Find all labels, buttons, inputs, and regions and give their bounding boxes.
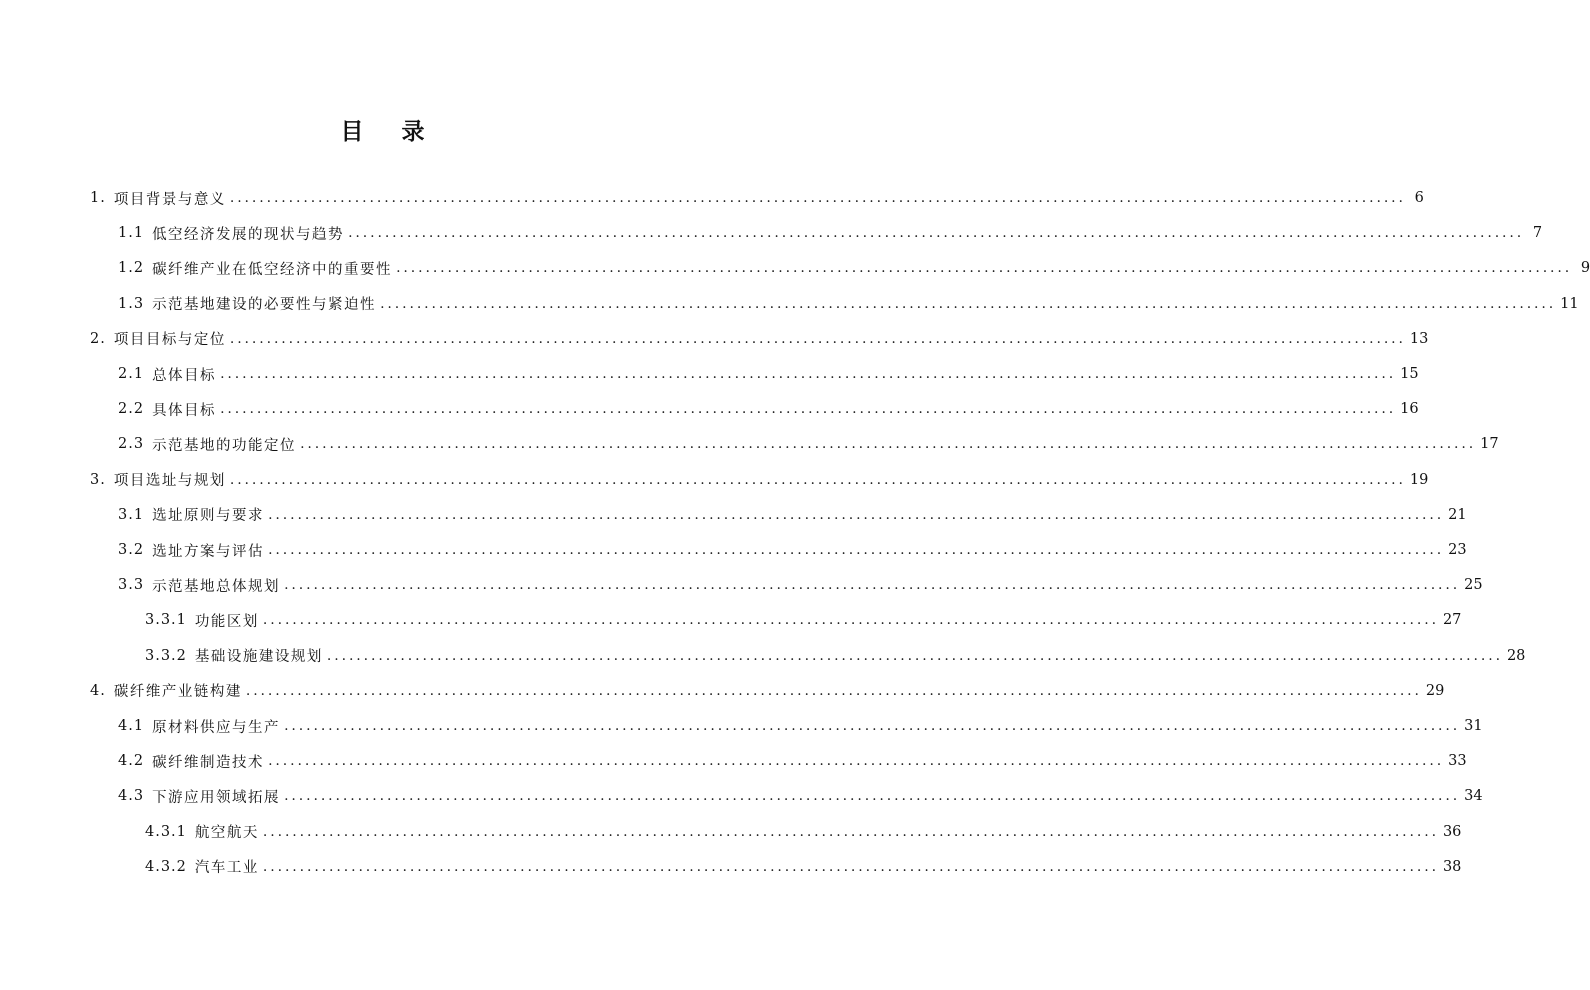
- toc-entry-title: 具体目标: [152, 402, 217, 419]
- toc-entry-title: 总体目标: [152, 367, 217, 384]
- toc-leader-dots: ................................................................................................................................................................: [245, 682, 1422, 699]
- toc-leader-dots: ................................................................................................................................................................: [220, 401, 1397, 418]
- toc-leader-dots: ................................................................................................................................................................: [229, 471, 1406, 488]
- toc-entry-number: 4.3: [118, 788, 145, 805]
- toc-entry[interactable]: [118, 257, 1590, 279]
- toc-leader-dots: ................................................................................................................................................................: [268, 753, 1445, 770]
- toc-leader-dots: ................................................................................................................................................................: [284, 788, 1461, 805]
- toc-entry-page: 29: [1425, 682, 1445, 699]
- toc-entry-page: 11: [1560, 295, 1579, 312]
- toc-leader-dots: ................................................................................................................................................................: [326, 647, 1503, 664]
- toc-entry-title: 基础设施建设规划: [194, 649, 323, 666]
- toc-entry[interactable]: [118, 715, 1483, 737]
- toc-entry-number: 4.2: [118, 753, 145, 770]
- toc-entry-page: 38: [1442, 858, 1462, 875]
- toc-entry[interactable]: [118, 363, 1419, 385]
- toc-entry-title: 项目背景与意义: [113, 191, 226, 208]
- toc-entry[interactable]: [118, 504, 1467, 526]
- toc-entry[interactable]: [90, 187, 1424, 209]
- toc-entry-number: 4.3.1: [145, 823, 187, 840]
- toc-entry-page: 6: [1414, 190, 1424, 206]
- toc-entry[interactable]: [145, 609, 1462, 631]
- toc-entry-title: 航空航天: [194, 825, 259, 842]
- toc-entry-number: 3.1: [118, 506, 145, 523]
- toc-entry-number: 4.1: [118, 718, 145, 734]
- toc-entry-page: 19: [1409, 471, 1429, 488]
- toc-leader-dots: ................................................................................................................................................................: [348, 225, 1525, 242]
- toc-entry-title: 选址原则与要求: [152, 508, 265, 525]
- toc-entry[interactable]: [118, 750, 1467, 772]
- toc-entry[interactable]: [90, 328, 1429, 350]
- toc-entry[interactable]: [118, 785, 1483, 807]
- toc-entry-number: 1.2: [118, 260, 145, 277]
- toc-entry-number: 1.3: [118, 295, 145, 312]
- toc-title-char-1: 目: [340, 119, 364, 145]
- toc-entry[interactable]: [145, 821, 1462, 843]
- toc-entry-number: 2.3: [118, 436, 145, 453]
- toc-leader-dots: ................................................................................................................................................................: [262, 858, 1439, 875]
- toc-leader-dots: ................................................................................................................................................................: [380, 295, 1557, 312]
- toc-entry-number: 2.: [90, 330, 106, 347]
- toc-entry-page: 13: [1409, 330, 1429, 347]
- toc-leader-dots: ................................................................................................................................................................: [268, 506, 1445, 523]
- toc-entry-title: 示范基地总体规划: [152, 578, 281, 595]
- toc-entry-page: 31: [1464, 718, 1483, 734]
- toc-entry-page: 33: [1448, 753, 1467, 770]
- toc-entry[interactable]: [118, 222, 1543, 244]
- toc-entry-title: 项目选址与规划: [113, 473, 226, 490]
- toc-entry-number: 1.: [90, 190, 106, 206]
- toc-entry-title: 示范基地的功能定位: [152, 437, 297, 454]
- toc-entry-page: 36: [1442, 823, 1462, 840]
- toc-entry-number: 1.1: [118, 225, 145, 242]
- toc-leader-dots: ................................................................................................................................................................: [229, 190, 1406, 206]
- toc-entry-number: 4.3.2: [145, 858, 187, 875]
- toc-entry-page: 34: [1464, 788, 1483, 805]
- toc-entry-title: 碳纤维产业链构建: [113, 684, 242, 701]
- toc-entry[interactable]: [90, 469, 1429, 491]
- toc-entry-number: 2.2: [118, 401, 145, 418]
- toc-entry-number: 3.3: [118, 577, 145, 594]
- toc-title-char-2: 录: [401, 119, 425, 145]
- toc-entry-number: 2.1: [118, 366, 145, 382]
- toc-entry-number: 3.2: [118, 542, 145, 558]
- toc-entry-number: 4.: [90, 682, 106, 699]
- toc-entry-title: 碳纤维制造技术: [152, 754, 265, 771]
- toc-entry-page: 28: [1506, 647, 1526, 664]
- toc-entry-title: 选址方案与评估: [152, 543, 265, 560]
- toc-entry[interactable]: [118, 293, 1579, 315]
- toc-leader-dots: ................................................................................................................................................................: [284, 718, 1461, 734]
- toc-entry-page: 7: [1532, 225, 1543, 242]
- toc-entry[interactable]: [118, 539, 1467, 561]
- toc-entry-number: 3.3.2: [145, 647, 187, 664]
- toc-entry-title: 示范基地建设的必要性与紧迫性: [152, 297, 377, 314]
- toc-entry-page: 17: [1480, 436, 1499, 453]
- toc-entry-title: 功能区划: [194, 613, 259, 630]
- toc-entry-number: 3.3.1: [145, 612, 187, 629]
- toc-entry-page: 27: [1442, 612, 1462, 629]
- toc-leader-dots: ................................................................................................................................................................: [262, 823, 1439, 840]
- toc-leader-dots: ................................................................................................................................................................: [268, 542, 1445, 558]
- toc-entry-title: 下游应用领域拓展: [152, 789, 281, 806]
- toc-leader-dots: ................................................................................................................................................................: [300, 436, 1477, 453]
- toc-entry-number: 3.: [90, 471, 106, 488]
- toc-entry[interactable]: [145, 645, 1526, 667]
- toc-entry-page: 15: [1400, 366, 1419, 382]
- toc-leader-dots: ................................................................................................................................................................: [229, 330, 1406, 347]
- toc-entry[interactable]: [118, 574, 1483, 596]
- toc-entry-title: 原材料供应与生产: [152, 719, 281, 736]
- toc-entry[interactable]: [145, 856, 1462, 878]
- toc-entry-page: 16: [1400, 401, 1419, 418]
- toc-entry-page: 25: [1464, 577, 1483, 594]
- toc-entry-page: 23: [1448, 542, 1467, 558]
- toc-leader-dots: ................................................................................................................................................................: [396, 260, 1573, 277]
- toc-leader-dots: ................................................................................................................................................................: [284, 577, 1461, 594]
- toc-entry-title: 汽车工业: [194, 860, 259, 877]
- toc-leader-dots: ................................................................................................................................................................: [220, 366, 1397, 382]
- toc-entry-title: 碳纤维产业在低空经济中的重要性: [152, 261, 393, 278]
- toc-entry[interactable]: [118, 433, 1499, 455]
- toc-entry[interactable]: [118, 398, 1419, 420]
- toc-entry[interactable]: [90, 680, 1445, 702]
- toc-entry-title: 项目目标与定位: [113, 332, 226, 349]
- toc-entry-title: 低空经济发展的现状与趋势: [152, 226, 345, 243]
- toc-leader-dots: ................................................................................................................................................................: [262, 612, 1439, 629]
- toc-entry-page: 21: [1448, 506, 1467, 523]
- toc-entry-page: 9: [1580, 260, 1590, 277]
- toc-title: [0, 113, 765, 146]
